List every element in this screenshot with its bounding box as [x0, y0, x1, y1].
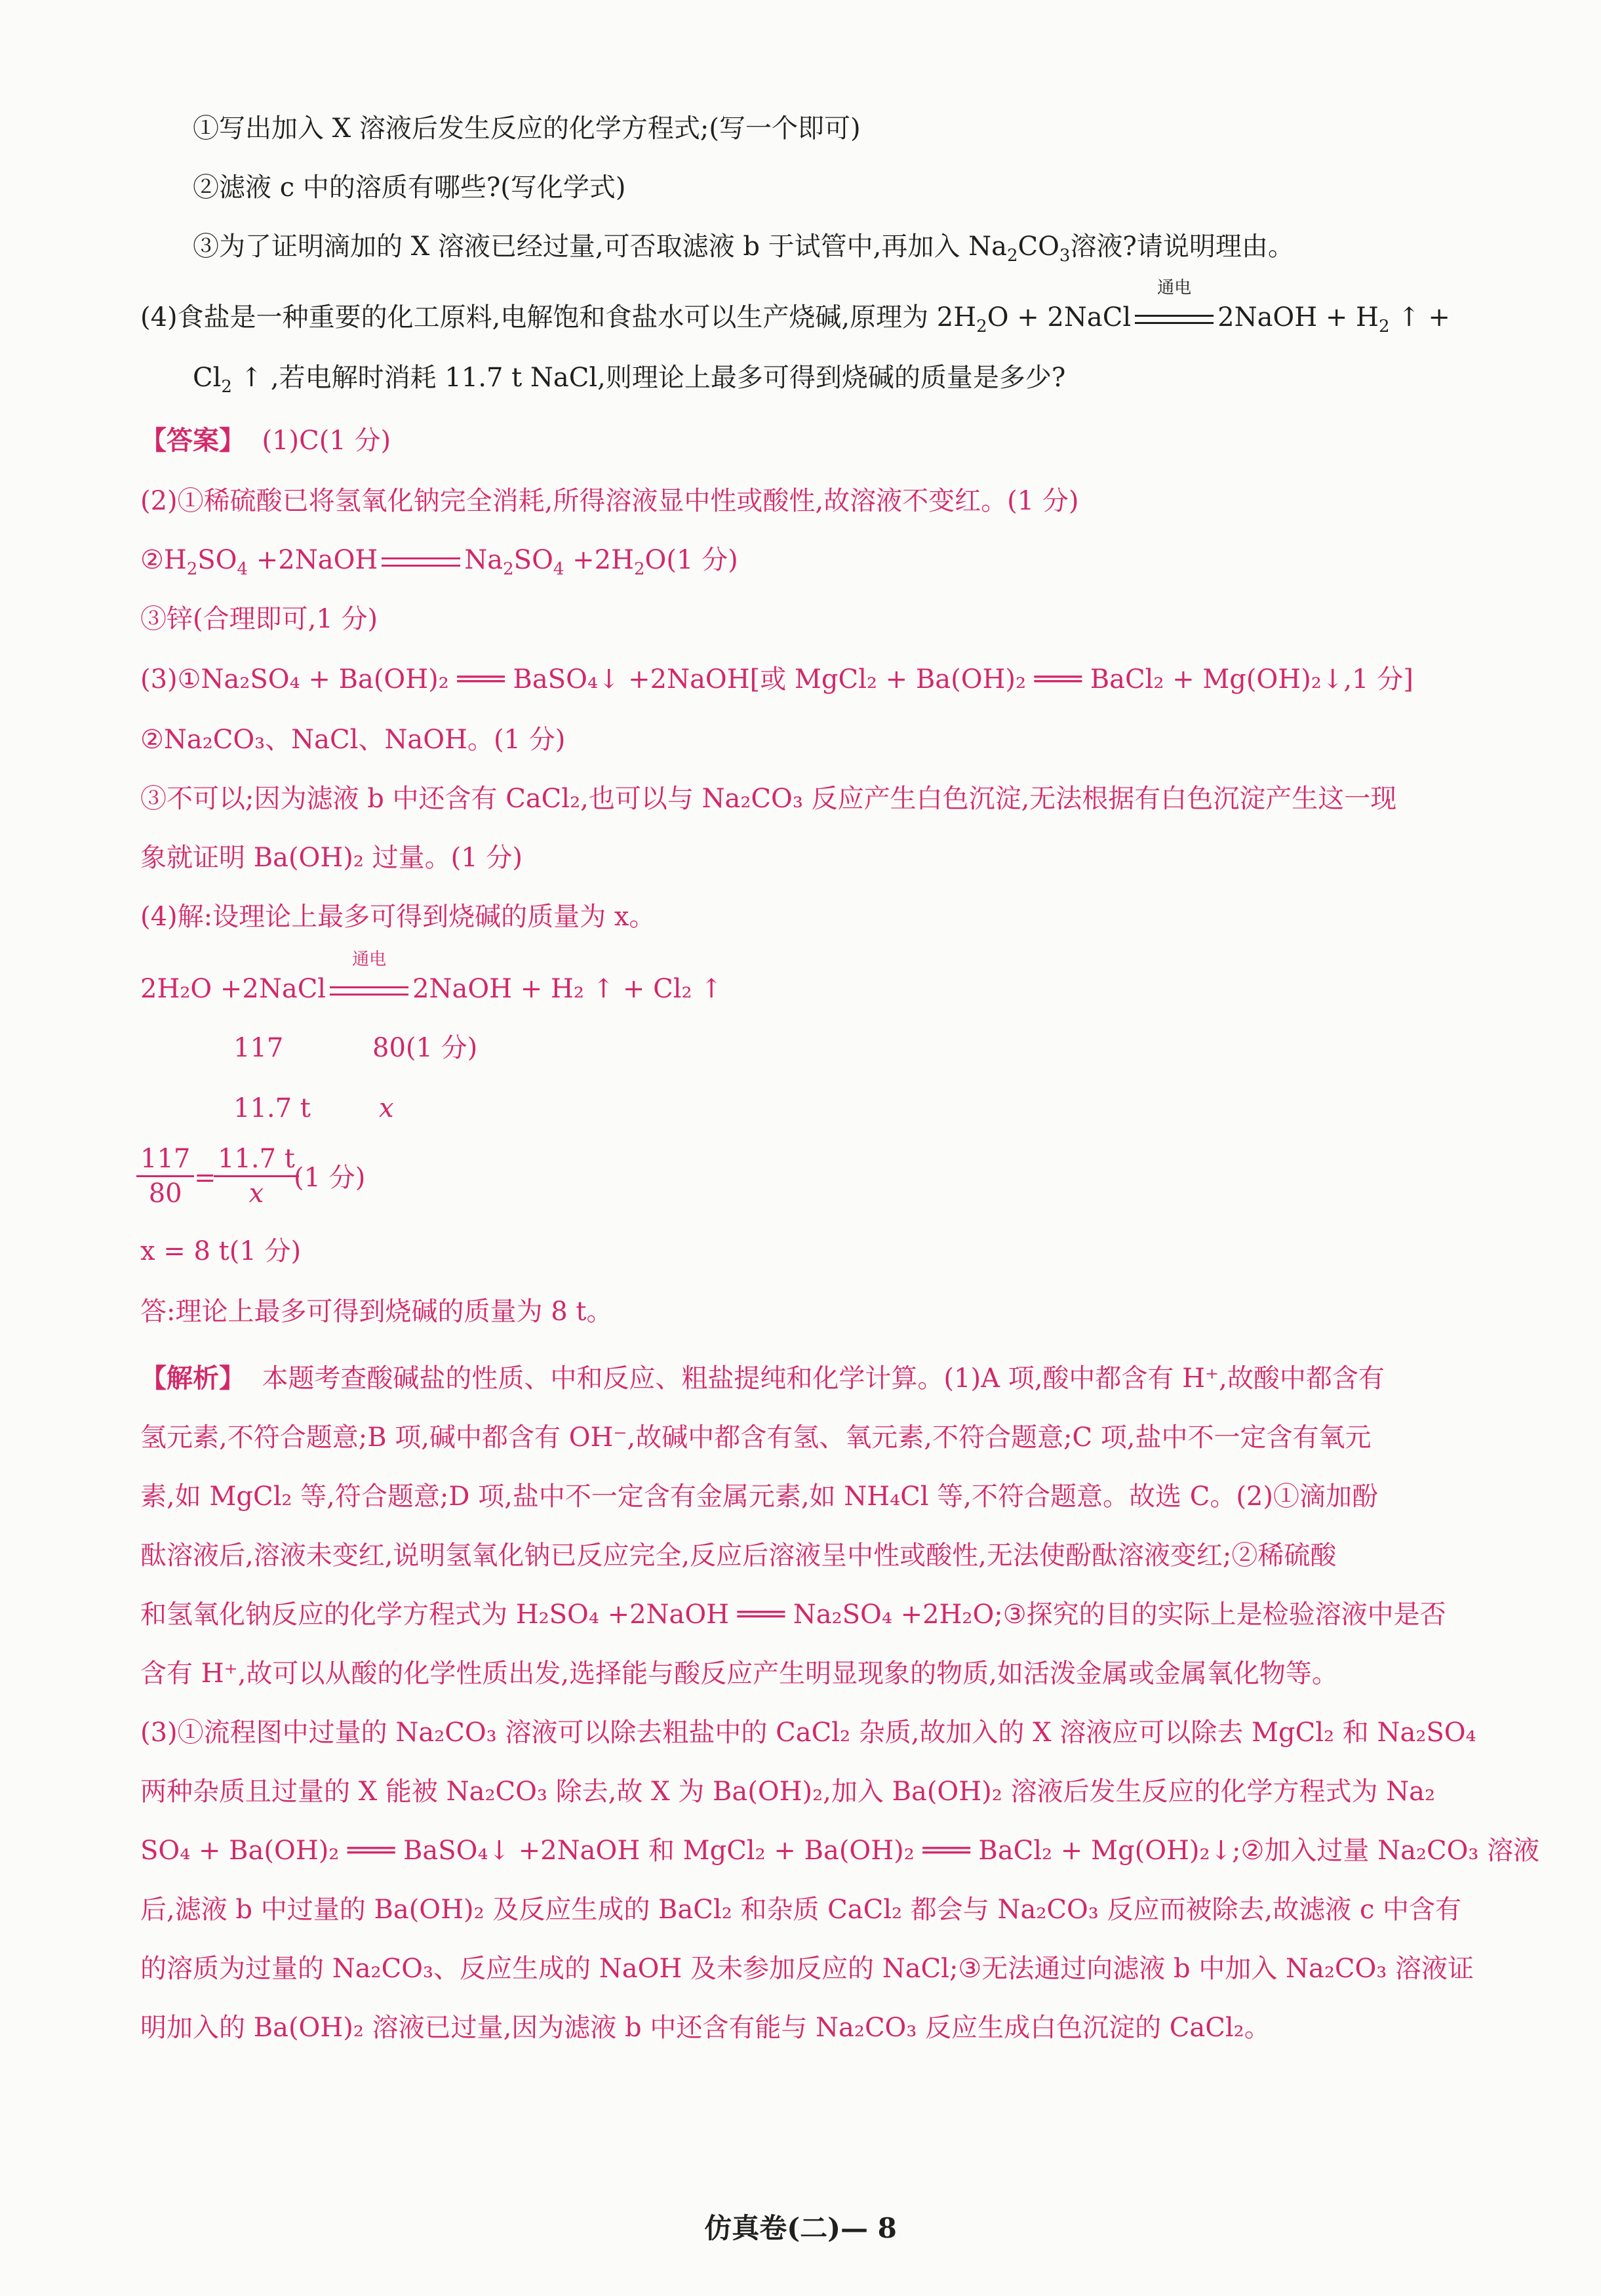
analysis-line-12: 明加入的 Ba(OH)₂ 溶液已过量,因为滤液 b 中还含有能与 Na₂CO₃ 反应生成白色沉淀的 CaCl₂。 — [140, 2013, 1271, 2043]
mass-11-7t: 11.7 t — [233, 1093, 311, 1123]
answer-p3-1: (3)①Na₂SO₄ + Ba(OH)₂ ═══ BaSO₄↓ +2NaOH[或 MgCl₂ + Ba(OH)₂ ═══ BaCl₂ + Mg(OH)₂↓,1 分] — [140, 664, 1413, 695]
analysis-line-1: 【解析】 本题考查酸碱盐的性质、中和反应、粗盐提纯和化学计算。(1)A 项,酸中都含有 H⁺,故酸中都含有 — [140, 1363, 1385, 1394]
q4-line-1: (4)食盐是一种重要的化工原料,电解饱和食盐水可以生产烧碱,原理为 $2H_2O$ + 2NaCl 通电 2NaOH + $H_2$ ↑ + — [140, 278, 1450, 336]
q3-item-2: ②滤液 c 中的溶质有哪些?(写化学式) — [193, 172, 626, 203]
analysis-line-9: SO₄ + Ba(OH)₂ ═══ BaSO₄↓ +2NaOH 和 MgCl₂ + Ba(OH)₂ ═══ BaCl₂ + Mg(OH)₂↓;②加入过量 Na₂CO₃ 溶液 — [140, 1836, 1540, 1866]
answer-p2-2: $②H_2SO_4$ +2NaOH $Na_2SO_4 +2H_2O(1$ 分) — [140, 545, 738, 579]
fraction-equals: = — [194, 1163, 216, 1193]
analysis-line-10: 后,滤液 b 中过量的 Ba(OH)₂ 及反应生成的 BaCl₂ 和杂质 CaCl₂ 都会与 Na₂CO₃ 反应而被除去,故滤液 c 中含有 — [140, 1895, 1462, 1925]
mass-80: 80(1 分) — [372, 1033, 478, 1063]
analysis-line-8: 两种杂质且过量的 X 能被 Na₂CO₃ 除去,故 X 为 Ba(OH)₂,加入 Ba(OH)₂ 溶液后发生反应的化学方程式为 Na₂ — [140, 1777, 1436, 1807]
answer-result: x = 8 t(1 分) — [140, 1236, 302, 1266]
answer-p1: 【答案】 (1)C(1 分) — [140, 425, 391, 456]
mass-x: x — [379, 1093, 394, 1123]
q4-line-2: $Cl_2$ ↑ ,若电解时消耗 11.7 t NaCl,则理论上最多可得到烧碱的质量是多少? — [193, 363, 1066, 397]
analysis-tag: 【解析】 — [140, 1363, 245, 1394]
answer-p2-3: ③锌(合理即可,1 分) — [140, 604, 378, 634]
fraction-2: $\frac{11.7 t}{x}$ — [214, 1142, 299, 1210]
answer-p3-3b: 象就证明 Ba(OH)₂ 过量。(1 分) — [140, 843, 523, 873]
analysis-line-7: (3)①流程图中过量的 Na₂CO₃ 溶液可以除去粗盐中的 CaCl₂ 杂质,故加入的 X 溶液应可以除去 MgCl₂ 和 Na₂SO₄ — [140, 1718, 1476, 1748]
mass-117: 117 — [233, 1033, 284, 1063]
q3-item-1: ①写出加入 X 溶液后发生反应的化学方程式;(写一个即可) — [193, 113, 861, 144]
reaction-arrow: 通电 — [1135, 299, 1214, 336]
analysis-line-5: 和氢氧化钠反应的化学方程式为 H₂SO₄ +2NaOH ═══ Na₂SO₄ +2H₂O;③探究的目的实际上是检验溶液中是否 — [140, 1600, 1446, 1630]
analysis-line-6: 含有 H⁺,故可以从酸的化学性质出发,选择能与酸反应产生明显现象的物质,如活泼金属或金属氧化物等。 — [140, 1659, 1338, 1689]
answer-equation: 2H₂O +2NaCl 通电 2NaOH + H₂ ↑ + Cl₂ ↑ — [140, 950, 722, 1004]
analysis-line-11: 的溶质为过量的 Na₂CO₃、反应生成的 NaOH 及未参加反应的 NaCl;③无法通过向滤液 b 中加入 Na₂CO₃ 溶液证 — [140, 1954, 1474, 1984]
answer-tag: 【答案】 — [140, 425, 245, 456]
page-footer: 仿真卷(二)— 8 — [704, 2212, 897, 2244]
answer-p4-1: (4)解:设理论上最多可得到烧碱的质量为 x。 — [140, 902, 656, 932]
q3-item-3: ③为了证明滴加的 X 溶液已经过量,可否取滤液 b 于试管中,再加入 $Na_2CO_3$溶液?请说明理由。 — [193, 232, 1294, 266]
analysis-line-2: 氢元素,不符合题意;B 项,碱中都含有 OH⁻,故碱中都含有氢、氧元素,不符合题意;C 项,盐中不一定含有氧元 — [140, 1422, 1372, 1453]
answer-final: 答:理论上最多可得到烧碱的质量为 8 t。 — [140, 1297, 613, 1327]
analysis-line-4: 酞溶液后,溶液未变红,说明氢氧化钠已反应完全,反应后溶液呈中性或酸性,无法使酚酞溶液变红;②稀硫酸 — [140, 1541, 1337, 1571]
answer-p3-3a: ③不可以;因为滤液 b 中还含有 CaCl₂,也可以与 Na₂CO₃ 反应产生白色沉淀,无法根据有白色沉淀产生这一现 — [140, 784, 1397, 814]
answer-p3-2: ②Na₂CO₃、NaCl、NaOH。(1 分) — [140, 725, 566, 755]
fraction-score: (1 分) — [294, 1163, 366, 1193]
analysis-line-3: 素,如 MgCl₂ 等,符合题意;D 项,盐中不一定含有金属元素,如 NH₄Cl 等,不符合题意。故选 C。(2)①滴加酚 — [140, 1481, 1378, 1512]
answer-p2-1: (2)①稀硫酸已将氢氧化钠完全消耗,所得溶液显中性或酸性,故溶液不变红。(1 分) — [140, 486, 1079, 516]
fraction-1: $\frac{117}{80}$ — [136, 1142, 194, 1210]
